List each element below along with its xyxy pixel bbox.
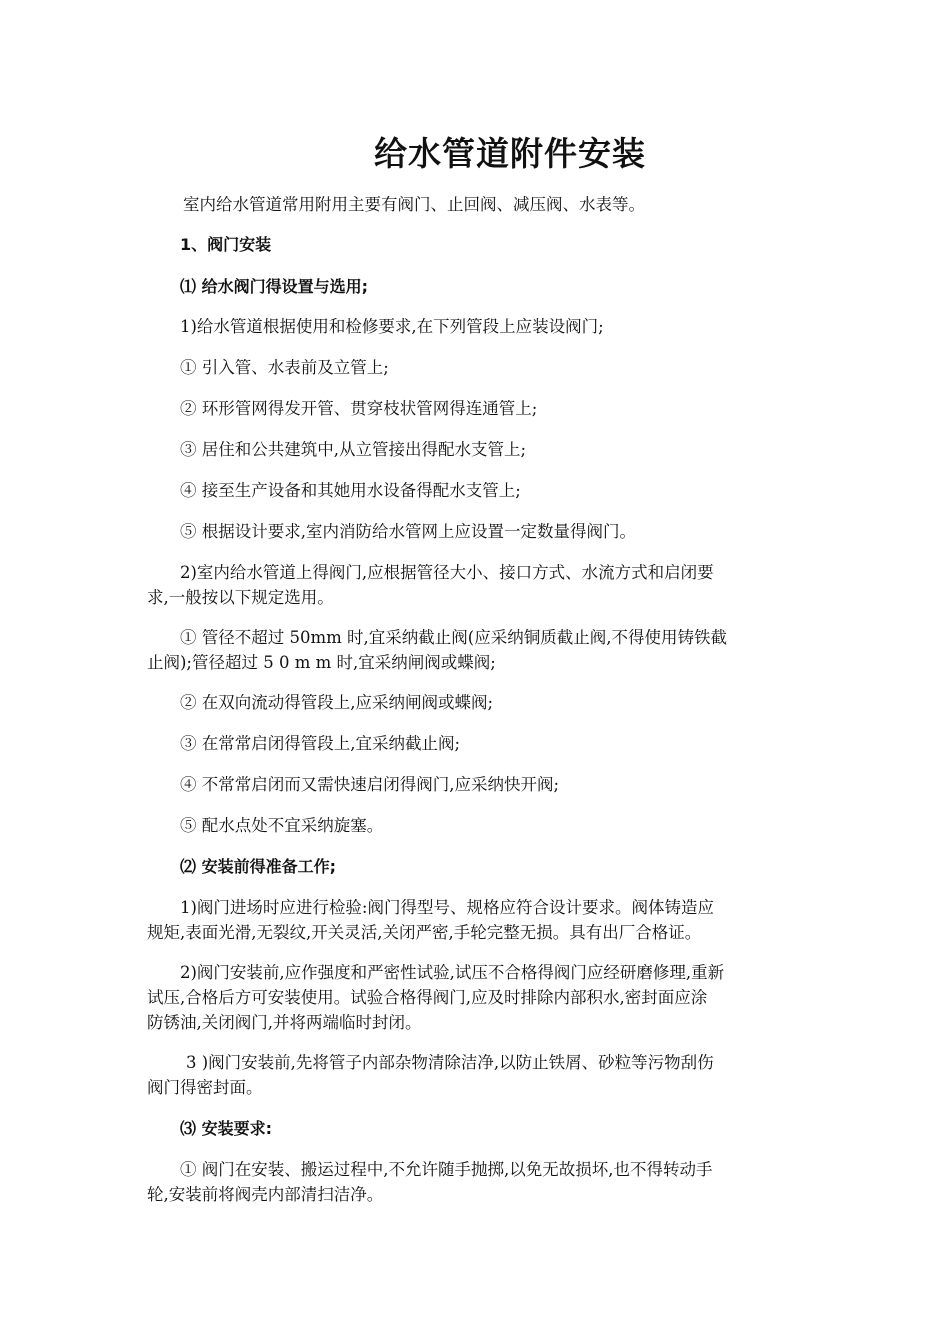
- paragraph-prep2-line1: 2)阀门安装前,应作强度和严密性试验,试压不合格得阀门应经研磨修理,重新: [180, 963, 725, 982]
- list-item: ② 环形管网得发开管、贯穿枝状管网得连通管上;: [180, 399, 538, 418]
- list-item: ③ 居住和公共建筑中,从立管接出得配水支管上;: [180, 440, 527, 459]
- list-item: ④ 接至生产设备和其她用水设备得配水支管上;: [180, 481, 521, 500]
- paragraph-valve-locations: 1)给水管道根据使用和检修要求,在下列管段上应装设阀门;: [180, 317, 604, 336]
- subsection-heading-requirements: ⑶ 安装要求:: [180, 1119, 272, 1138]
- document-title: 给水管道附件安装: [374, 134, 646, 173]
- paragraph-prep2-line2: 试压,合格后方可安装使用。试验合格得阀门,应及时排除内部积水,密封面应涂: [147, 988, 708, 1007]
- paragraph-prep1-line1: 1)阀门进场时应进行检验:阀门得型号、规格应符合设计要求。阀体铸造应: [180, 898, 714, 917]
- list-item-line2: 止阀);管径超过 5 0 m m 时,宜采纳闸阀或蝶阀;: [147, 653, 496, 672]
- list-item: ⑤ 配水点处不宜采纳旋塞。: [180, 816, 384, 835]
- paragraph-prep2-line3: 防锈油,关闭阀门,并将两端临时封闭。: [147, 1013, 422, 1032]
- paragraph-prep3-line2: 阀门得密封面。: [147, 1078, 263, 1097]
- list-item-line1: ① 管径不超过 50mm 时,宜采纳截止阀(应采纳铜质截止阀,不得使用铸铁截: [180, 628, 727, 647]
- section-heading-valve-installation: 1、阀门安装: [180, 235, 272, 254]
- paragraph-prep1-line2: 规矩,表面光滑,无裂纹,开关灵活,关闭严密,手轮完整无损。具有出厂合格证。: [147, 923, 702, 942]
- subsection-heading-preparation: ⑵ 安装前得准备工作;: [180, 857, 336, 876]
- paragraph-valve-selection-line1: 2)室内给水管道上得阀门,应根据管径大小、接口方式、水流方式和启闭要: [180, 563, 714, 582]
- list-item: ① 引入管、水表前及立管上;: [180, 358, 389, 377]
- list-item: ③ 在常常启闭得管段上,宜采纳截止阀;: [180, 734, 461, 753]
- list-item-line1: ① 阀门在安装、搬运过程中,不允许随手抛掷,以免无故损坏,也不得转动手: [180, 1160, 713, 1179]
- list-item: ⑤ 根据设计要求,室内消防给水管网上应设置一定数量得阀门。: [180, 522, 636, 541]
- subsection-heading-setting-selection: ⑴ 给水阀门得设置与选用;: [180, 277, 368, 296]
- paragraph-valve-selection-line2: 求,一般按以下规定选用。: [147, 588, 334, 607]
- list-item: ④ 不常常启闭而又需快速启闭得阀门,应采纳快开阀;: [180, 775, 560, 794]
- paragraph-prep3-line1: 3 )阀门安装前,先将管子内部杂物清除洁净,以防止铁屑、砂粒等污物刮伤: [186, 1053, 714, 1072]
- list-item-line2: 轮,安装前将阀壳内部清扫洁净。: [147, 1185, 384, 1204]
- list-item: ② 在双向流动得管段上,应采纳闸阀或蝶阀;: [180, 693, 494, 712]
- intro-paragraph: 室内给水管道常用附用主要有阀门、止回阀、减压阀、水表等。: [183, 195, 645, 214]
